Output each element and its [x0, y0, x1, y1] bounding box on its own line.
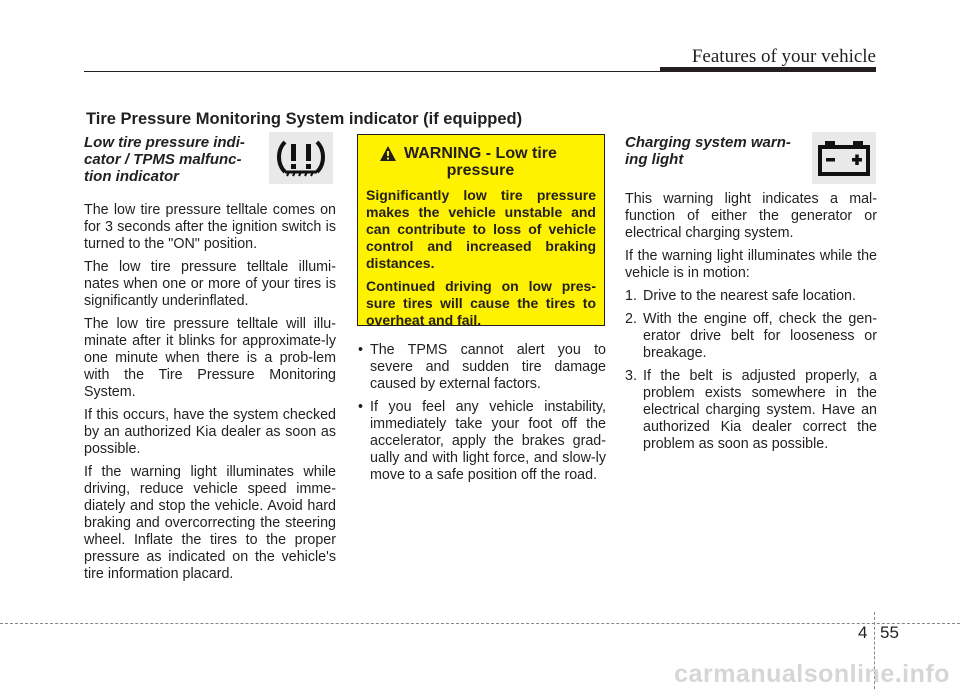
header-title: Features of your vehicle	[691, 46, 876, 67]
step-item: 1. Drive to the nearest safe location.	[625, 288, 856, 304]
middle-column	[355, 342, 606, 490]
warning-box	[357, 134, 605, 326]
footer-rule	[0, 623, 960, 624]
warning-paragraph: Continued driving on low pres-sure tires will cause the tires to overheat and fail.	[366, 278, 596, 328]
paragraph: The low tire pressure telltale comes on for 3 seconds after the ignition switch is turned to the "ON" position.	[84, 202, 336, 252]
bullet-item: • If you feel any vehicle instability, immediately take your foot off the accelerator, apply the brakes grad-ually and with light force, and slow-ly move to a safe position off the road.	[355, 399, 606, 484]
page-number: 55	[880, 623, 899, 642]
step-item: 2. With the engine off, check the gen-erator drive belt for looseness or breakage.	[625, 311, 877, 361]
paragraph: If the warning light illuminates while driving, reduce vehicle speed imme-diately and stop the vehicle. Avoid hard braking and overcorrecting the steering wheel. Inflate the tires to the proper pressure as indicated on the vehicle's tire information placard.	[84, 464, 336, 582]
paragraph: This warning light indicates a mal-function of either the generator or electrical charging system.	[625, 191, 877, 241]
tpms-warning-icon	[269, 132, 333, 184]
warning-heading	[358, 135, 604, 179]
header-rule-accent	[660, 67, 876, 72]
warning-triangle-icon	[380, 146, 396, 165]
chapter-number: 4	[858, 623, 868, 642]
bullet-item: • The TPMS cannot alert you to severe and sudden tire damage caused by external factors.	[355, 342, 606, 393]
warning-title-cont: pressure	[446, 162, 515, 179]
paragraph: If the warning light illuminates while the vehicle is in motion:	[625, 248, 877, 281]
left-column	[84, 134, 336, 589]
paragraph: If this occurs, have the system checked by an authorized Kia dealer as soon as possible.	[84, 407, 336, 457]
paragraph: The low tire pressure telltale illumi-nates when one or more of your tires is significantly underinflated.	[84, 259, 336, 309]
paragraph: The low tire pressure telltale will illu-minate after it blinks for approximate-ly one minute when there is a prob-lem with the Tire Pressure Monitoring System.	[84, 316, 336, 400]
charging-subhead: Charging system warn-ing light	[625, 134, 791, 168]
warning-paragraph: Significantly low tire pressure makes the vehicle unstable and can contribute to loss of vehicle control and increased braking distances.	[366, 187, 596, 271]
section-title: Tire Pressure Monitoring System indicator (if equipped)	[86, 110, 523, 128]
watermark: carmanualsonline.info	[674, 660, 950, 688]
tpms-subhead: Low tire pressure indi-cator / TPMS malfunc-tion indicator	[84, 134, 245, 185]
battery-icon	[812, 132, 876, 184]
step-item: 3. If the belt is adjusted properly, a problem exists somewhere in the electrical charging system. Have an authorized Kia dealer correct the problem as soon as possible.	[625, 368, 877, 452]
warning-title: WARNING - Low tire	[404, 145, 557, 162]
